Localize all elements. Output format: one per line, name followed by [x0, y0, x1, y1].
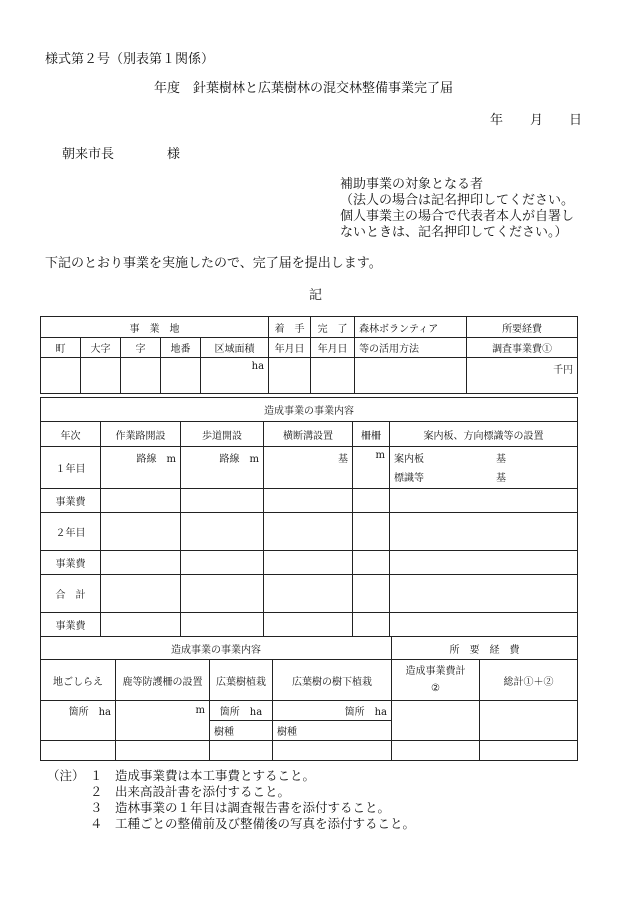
survey-cost-header: 調査事業費① [467, 338, 578, 358]
deer-fence-cell[interactable] [116, 701, 210, 721]
build-cost-label: 造成事業費計 [405, 666, 466, 677]
under-planting-unit: 箇所 ha [344, 707, 387, 718]
date-year: 年 [490, 113, 504, 128]
year2-cost-ditch[interactable] [264, 551, 353, 575]
year1-cost-fence[interactable] [353, 489, 390, 513]
total-road-cell[interactable] [101, 575, 181, 613]
year1-fence-unit: m [375, 450, 385, 461]
grand-total-cell[interactable] [480, 701, 578, 721]
oaza-header: 大字 [81, 338, 121, 358]
volunteer-header: 森林ボランティア [355, 317, 467, 338]
total-cost-fence[interactable] [353, 613, 390, 637]
year2-cost-road[interactable] [101, 551, 181, 575]
cost-header: 所要経費 [467, 317, 578, 338]
date-day: 日 [569, 113, 583, 128]
intro-text: 下記のとおり事業を実施したので、完了届を提出します。 [45, 256, 382, 271]
start-date-header: 年月日 [269, 338, 311, 358]
year1-label: １年目 [41, 447, 101, 489]
year2-cost-fence[interactable] [353, 551, 390, 575]
deer-fence-cell-lower[interactable] [116, 721, 210, 741]
total-cost-label: 事業費 [41, 613, 101, 637]
walkway-header: 歩道開設 [181, 422, 264, 447]
extra-total-cell[interactable] [480, 741, 578, 761]
year2-cost-walkway[interactable] [181, 551, 264, 575]
total-cost-road[interactable] [101, 613, 181, 637]
total-cost-sign[interactable] [390, 613, 578, 637]
extra-broadleaf-cell[interactable] [210, 741, 273, 761]
sign-board-unit: 基 [496, 454, 506, 465]
extra-deer-fence-cell[interactable] [116, 741, 210, 761]
work-cost-table [40, 636, 578, 761]
total-sign-cell[interactable] [390, 575, 578, 613]
year1-cost-sign[interactable] [390, 489, 578, 513]
grand-total-header: 総計①＋② [480, 660, 578, 701]
ground-header: 地ごしらえ [41, 660, 116, 701]
ditch-header: 横断溝設置 [264, 422, 353, 447]
extra-under-cell[interactable] [273, 741, 392, 761]
form-label: 様式第２号（別表第１関係） [45, 52, 215, 67]
page-title: 年度 針葉樹林と広葉樹林の混交林整備事業完了届 [154, 81, 454, 96]
extra-build-cost-cell[interactable] [392, 741, 480, 761]
end-date-cell[interactable] [311, 358, 355, 394]
start-header: 着 手 [269, 317, 311, 338]
year1-cost-label: 事業費 [41, 489, 101, 513]
year1-ditch-unit: 基 [338, 454, 348, 465]
broadleaf-species-label: 樹種 [214, 727, 234, 738]
total-fence-cell[interactable] [353, 575, 390, 613]
total-cost-walkway[interactable] [181, 613, 264, 637]
addressee-suffix: 様 [167, 147, 181, 162]
total-cost-ditch[interactable] [264, 613, 353, 637]
town-header: 町 [41, 338, 81, 358]
usage-cell[interactable] [355, 358, 467, 394]
survey-cost-unit: 千円 [553, 365, 574, 376]
build-cost-number: ② [431, 683, 440, 694]
year2-fence-cell[interactable] [353, 513, 390, 551]
fence-header: 柵柵 [353, 422, 390, 447]
lot-cell[interactable] [161, 358, 201, 394]
year1-walkway-unit: 路線 m [219, 454, 259, 465]
start-date-cell[interactable] [269, 358, 311, 394]
build-cost-cell-lower[interactable] [392, 721, 480, 741]
year1-ditch-cell[interactable] [264, 447, 353, 489]
year2-road-cell[interactable] [101, 513, 181, 551]
applicant-line4: ないときは、記名押印してください。） [340, 225, 568, 240]
build-cost-cell[interactable] [392, 701, 480, 721]
marker-unit: 基 [496, 473, 506, 484]
broadleaf-header: 広葉樹植栽 [210, 660, 273, 701]
broadleaf-species-cell[interactable] [210, 721, 273, 741]
broadleaf-unit: 箇所 ha [219, 707, 263, 718]
required-cost-header: 所 要 経 費 [392, 637, 578, 660]
ground-cell-lower[interactable] [41, 721, 116, 741]
broadleaf-cell[interactable] [210, 701, 273, 721]
usage-header: 等の活用方法 [355, 338, 467, 358]
deer-fence-header: 鹿等防護柵の設置 [116, 660, 210, 701]
aza-header: 字 [121, 338, 161, 358]
year1-road-cell[interactable] [101, 447, 181, 489]
note-2: ２ 出来高設計書を添付すること。 [90, 784, 291, 799]
year2-walkway-cell[interactable] [181, 513, 264, 551]
work-section-header: 造成事業の事業内容 [41, 637, 392, 660]
lot-header: 地番 [161, 338, 201, 358]
year2-label: ２年目 [41, 513, 101, 551]
ki-label: 記 [309, 288, 323, 303]
construction-section-header: 造成事業の事業内容 [41, 398, 578, 422]
road-header: 作業路開設 [101, 422, 181, 447]
area-cell[interactable] [201, 358, 269, 394]
area-unit: ha [251, 361, 265, 372]
year1-cost-road[interactable] [101, 489, 181, 513]
year2-cost-label: 事業費 [41, 551, 101, 575]
year2-cost-sign[interactable] [390, 551, 578, 575]
under-species-label: 樹種 [277, 727, 297, 738]
date-month: 月 [530, 113, 544, 128]
applicant-line3: 個人事業主の場合で代表者本人が自署し [340, 209, 575, 224]
deer-fence-unit: m [195, 705, 205, 717]
total-ditch-cell[interactable] [264, 575, 353, 613]
year1-cost-ditch[interactable] [264, 489, 353, 513]
grand-total-cell-lower[interactable] [480, 721, 578, 741]
note-3: ３ 造林事業の１年目は調査報告書を添付すること。 [90, 800, 391, 815]
addressee-name: 朝来市長 [62, 147, 115, 162]
site-table [40, 316, 578, 394]
sign-board-label: 案内板 [394, 454, 424, 465]
ground-cell[interactable] [41, 701, 116, 721]
year-header: 年次 [41, 422, 101, 447]
notes-label: （注） [47, 768, 85, 783]
town-cell[interactable] [41, 358, 81, 394]
survey-cost-cell[interactable] [467, 358, 578, 394]
year1-sign-cell[interactable] [390, 447, 578, 489]
oaza-cell[interactable] [81, 358, 121, 394]
construction-table [40, 397, 578, 637]
under-planting-cell[interactable] [273, 701, 392, 721]
project-site-header: 事 業 地 [41, 317, 269, 338]
total-walkway-cell[interactable] [181, 575, 264, 613]
year2-sign-cell[interactable] [390, 513, 578, 551]
year1-cost-walkway[interactable] [181, 489, 264, 513]
applicant-line2: （法人の場合は記名押印してください。 [340, 193, 575, 208]
under-planting-header: 広葉樹の樹下植栽 [273, 660, 392, 701]
area-header: 区域面積 [201, 338, 269, 358]
end-header: 完 了 [311, 317, 355, 338]
applicant-line1: 補助事業の対象となる者 [340, 177, 484, 192]
end-date-header: 年月日 [311, 338, 355, 358]
year1-walkway-cell[interactable] [181, 447, 264, 489]
total-label: 合 計 [41, 575, 101, 613]
sign-header: 案内板、方向標識等の設置 [390, 422, 578, 447]
year1-fence-cell[interactable] [353, 447, 390, 489]
year2-ditch-cell[interactable] [264, 513, 353, 551]
extra-ground-cell[interactable] [41, 741, 116, 761]
build-cost-header [392, 660, 480, 701]
note-1: １ 造成事業費は本工事費とすること。 [90, 768, 316, 783]
ground-unit: 箇所 ha [68, 707, 111, 719]
marker-label: 標識等 [394, 473, 424, 484]
under-species-cell[interactable] [273, 721, 392, 741]
aza-cell[interactable] [121, 358, 161, 394]
note-4: ４ 工種ごとの整備前及び整備後の写真を添付すること。 [90, 816, 416, 831]
year1-road-unit: 路線 m [136, 454, 176, 465]
